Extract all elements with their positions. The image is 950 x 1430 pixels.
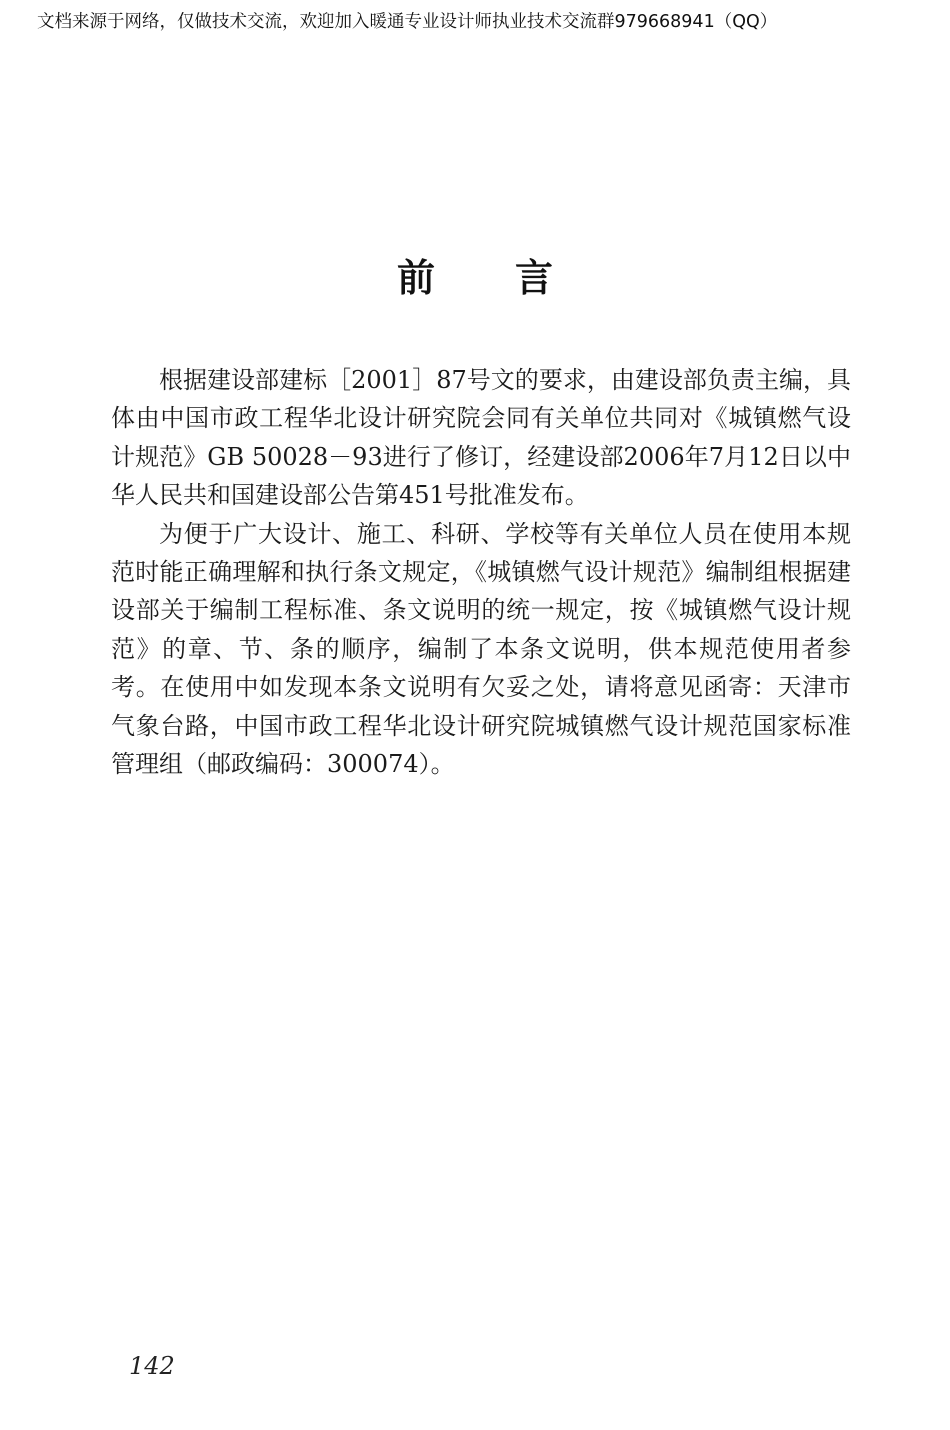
page-title: 前言 bbox=[396, 255, 633, 300]
paragraph: 根据建设部建标［2001］87号文的要求，由建设部负责主编，具体由中国市政工程华北设计研究院会同有关单位共同对《城镇燃气设计规范》GB 50028－93进行了修订，经建设部2006年7月12日以中华人民共和国建设部公告第451号批准发布。 bbox=[111, 366, 851, 510]
body-text bbox=[111, 361, 851, 783]
page-number: 142 bbox=[129, 1352, 175, 1380]
header-note: 文档来源于网络，仅做技术交流，欢迎加入暖通专业设计师执业技术交流群979668941（QQ） bbox=[37, 12, 778, 32]
paragraph: 为便于广大设计、施工、科研、学校等有关单位人员在使用本规范时能正确理解和执行条文规定，《城镇燃气设计规范》编制组根据建设部关于编制工程标准、条文说明的统一规定，按《城镇燃气设计规范》的章、节、条的顺序，编制了本条文说明，供本规范使用者参考。在使用中如发现本条文说明有欠妥之处，请将意见函寄：天津市气象台路，中国市政工程华北设计研究院城镇燃气设计规范国家标准管理组（邮政编码：300074）。 bbox=[111, 519, 851, 779]
